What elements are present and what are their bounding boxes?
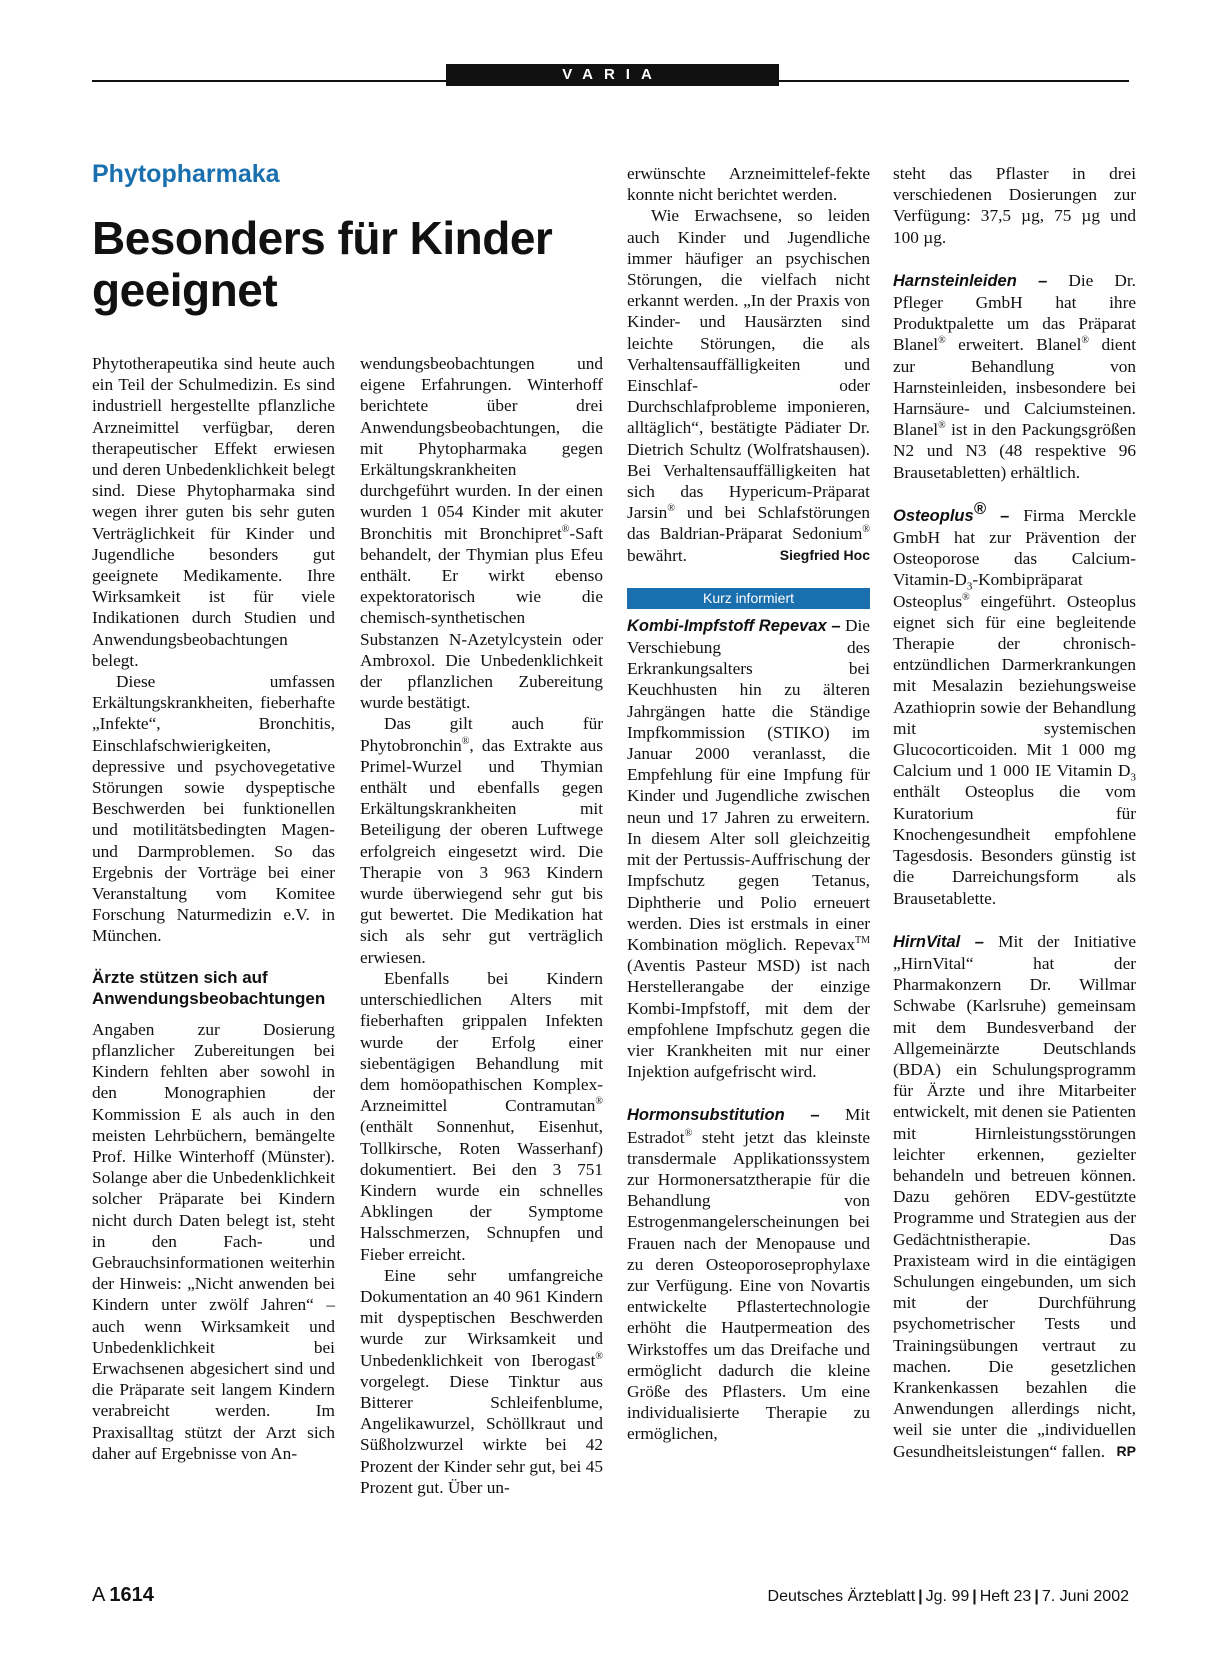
column-4 [893,163,1136,1462]
paragraph: Ebenfalls bei Kindern unterschiedlichen Alters mit fieberhaften grippalen Infekten wurde der Erfolg einer siebentägigen Behandlung mit dem homöopathischen Komplex-Arzneimittel Contramutan® (enthält Sonnenhut, Eisenhut, Tollkirsche, Roten Wasserhanf) dokumentiert. Bei den 3 751 Kindern wurde ein schnelles Abklingen der Symptome Halsschmerzen, Schnupfen und Fieber erreicht. [360,968,603,1264]
registered-mark: ® [684,1127,693,1139]
paragraph: Eine sehr umfangreiche Dokumentation an 40 961 Kindern mit dyspeptischen Beschwerden wurde zur Wirksamkeit und Unbedenklichkeit von Iberogast® vorgelegt. Diese Tinktur aus Bitterer Schleifenblume, Angelikawurzel, Schöllkraut und Süßholzwurzel wirkte bei 42 Prozent der Kinder sehr gut, bei 45 Prozent gut. Über un- [360,1265,603,1497]
registered-mark: ® [962,591,970,603]
registered-mark: ® [595,1350,603,1362]
subheading: Ärzte stützen sich auf Anwendungsbeobachtungen [92,967,326,1008]
issue: Heft 23 [979,1588,1032,1605]
trademark-mark: TM [855,935,870,947]
news-item-lead: Hormonsubstitution – [627,1106,820,1125]
author-signature: Siegfried Hoc [779,546,870,563]
paragraph: steht das Pflaster in drei verschiedenen Dosierungen zur Verfügung: 37,5 µg, 75 µg und 100 µg. [893,164,1136,247]
registered-mark: ® [561,523,570,535]
news-item-lead: Harnsteinleiden – [893,271,1048,290]
column-2 [360,353,603,1498]
info-box-header: Kurz informiert [627,588,870,609]
section-label: VARIA [446,64,779,86]
paragraph: Phytotherapeutika sind heute auch ein Teil der Schulmedizin. Es sind industriell hergestellte pflanzliche Arzneimittel verfügbar, deren therapeutischer Effekt erwiesen und deren Unbedenklichkeit belegt sind. Diese Phytopharmaka sind wegen ihrer guten bis sehr guten Verträglichkeit für Kinder und Jugendliche besonders gut geeignete Medikamente. Ihre Wirksamkeit ist für viele Indikationen durch Studien und Anwendungsbeobachtungen belegt. [92,354,335,670]
news-item: Kombi-Impfstoff Repevax – Die Verschiebung des Erkrankungsalters bei Keuchhusten hin zu älteren Jahrgängen hatte die Ständige Impfkommission (STIKO) im Januar 2000 veranlasst, die Empfehlung für eine Impfung für Kinder und Jugendliche zwischen neun und 17 Jahren zu erweitern. In diesem Alter soll gleichzeitig mit der Pertussis-Auffrischung der Impfschutz gegen Tetanus, Diphtherie und Polio erneuert werden. Dies ist erstmals in einer Kombination möglich. Repevax™ (Aventis Pasteur MSD) ist nach Herstellerangabe der einzige Kombi-Impfstoff, mit dem der empfohlene Impfschutz gegen die vier Krankheiten mit nur einer Injektion aufgefrischt wird. [627,615,870,1082]
page-number: A 1614 [92,1584,154,1606]
paragraph: erwünschte Arzneimittelef-fekte konnte nicht berichtet werden. [627,164,870,205]
registered-mark: ® [667,503,675,515]
registered-mark: ® [938,335,946,347]
news-item: HirnVital – Mit der Initiative „HirnVital“ hat der Pharmakonzern Dr. Willmar Schwabe (Karlsruhe) gemeinsam mit dem Bundesverband der Allgemeinärzte Deutschlands (BDA) ein Schulungsprogramm für Ärzte und ihre Mitarbeiter entwickelt, mit denen sie Patienten mit Hirnleistungsstörungen leichter erkennen, gezielter behandeln und betreuen können. Dazu gehören EDV-gestützte Programme und Strategien aus der Gedächtnistherapie. Das Praxisteam wird in die eintägigen Schulungen eingebunden, um sich mit der Durchführung psychometrischer Tests und Trainingsübungen vertraut zu machen. Die gesetzlichen Krankenkassen bezahlen die Anwendungen allerdings nicht, weil sie unter die „individuellen Gesundheitsleistungen“ fallen. RP [893,931,1136,1461]
paragraph: Das gilt auch für Phytobronchin®, das Extrakte aus Primel-Wurzel und Thymian enthält und ebenfalls gegen Erkältungskrankheiten mit Beteiligung der oberen Luftwege erfolgreich eingesetzt wird. Die Therapie von 3 963 Kindern wurde überwiegend sehr gut bis gut bewertet. Die Medikation hat sich als sehr gut verträglich erwiesen. [360,714,603,967]
column-3 [627,163,870,1445]
paragraph: wendungsbeobachtungen und eigene Erfahrungen. Winterhoff berichtete über drei Anwendungsbeobachtungen, die mit Phytopharmaka gegen Erkältungskrankheiten durchgeführt wurden. In der einen wurden 1 054 Kinder mit akuter Bronchitis mit Bronchipret®-Saft behandelt, der Thymian plus Efeu enthält. Er wirkt ebenso expektoratorisch wie die chemisch-synthetischen Substanzen N-Azetylcystein oder Ambroxol. Die Unbedenklichkeit der pflanzlichen Zubereitung wurde bestätigt. [360,354,603,713]
registered-mark: ® [595,1096,603,1108]
column-1 [92,353,335,1464]
news-item-lead: Osteoplus [893,506,974,525]
registered-mark: ® [973,500,986,519]
paragraph: Angaben zur Dosierung pflanzlicher Zubereitungen bei Kindern fehlten aber sowohl in den Monographien der Kommission E als auch in den meisten Lehrbüchern, bemängelte Prof. Hilke Winterhoff (Münster). Solange aber die Unbedenklichkeit solcher Präparate bei Kindern nicht durch Daten belegt ist, steht in den Fach- und Gebrauchsinformationen weiterhin der Hinweis: „Nicht anwenden bei Kindern unter zwölf Jahren“ – auch wenn Wirksamkeit und Unbedenklichkeit bei Erwachsenen abgesichert sind und die Präparate seit langem Kindern verabreicht werden. Im Praxisalltag stützt der Arzt sich daher auf Ergebnisse von An- [92,1019,335,1463]
author-signature: RP [1116,1442,1136,1459]
registered-mark: ® [938,420,946,432]
subscript: 3 [1130,771,1136,784]
registered-mark: ® [1081,335,1090,347]
paragraph: Diese umfassen Erkältungskrankheiten, fieberhafte „Infekte“, Bronchitis, Einschlafschwierigkeiten, depressive und psychovegetative Störungen sowie dyspeptische Beschwerden bei funktionellen und motilitätsbedingten Magen- und Darmproblemen. So das Ergebnis der Vorträge bei einer Veranstaltung vom Komitee Forschung Naturmedizin e.V. in München. [92,672,335,946]
news-item-lead: Kombi-Impfstoff Repevax – [627,616,841,635]
registered-mark: ® [862,524,870,536]
article-kicker: Phytopharmaka [92,160,280,188]
paragraph: Wie Erwachsene, so leiden auch Kinder und Jugendliche immer häufiger an psychischen Störungen, die vielfach nicht erkannt werden. „In der Praxis von Kinder- und Hausärzten sind leichte Störungen, die als Verhaltensauffälligkeiten und Einschlaf- oder Durchschlafprobleme imponieren, alltäglich“, bestätigte Pädiater Dr. Dietrich Schultz (Wolfratshausen). Bei Verhaltensauffälligkeiten hat sich das Hypericum-Präparat Jarsin® und bei Schlafstörungen das Baldrian-Präparat Sedonium® bewährt. Siegfried Hoc [627,206,870,565]
news-item: Hormonsubstitution – Mit Estradot® steht jetzt das kleinste transdermale Applikationssystem zur Hormonersatztherapie für die Behandlung von Estrogenmangelerscheinungen bei Frauen nach der Menopause und zu deren Osteoporoseprophylaxe zur Verfügung. Eine von Novartis entwickelte Pflastertechnologie erhöht die Hautpermeation des Wirkstoffes um das Dreifache und ermöglicht dadurch die kleine Größe des Pflasters. Um eine individualisierte Therapie zu ermöglichen, [627,1105,870,1444]
registered-mark: ® [461,735,470,747]
issue-date: 7. Juni 2002 [1041,1588,1129,1605]
news-item: Osteoplus® – Firma Merckle GmbH hat zur Prävention der Osteoporose das Calcium-$Vitamin-D_3$-Kombipräparat Osteoplus® eingeführt. Osteoplus eignet sich für eine begleitende Therapie der chronisch-entzündlichen Darmerkrankungen mit Mesalazin beziehungsweise Azathioprin sowie der Behandlung mit systemischen Glucocorticoiden. Mit 1 000 mg Calcium und 1 000 IE Vitamin $D_3$ enthält Osteoplus die vom Kuratorium für Knochengesundheit empfohlene Tagesdosis. Besonders günstig ist die Darreichungsform als Brausetablette. [893,500,1136,908]
footer-citation: Deutsches Ärzteblatt | Jg. 99 | Heft 23 | 7. Juni 2002 [767,1588,1129,1605]
subscript: 3 [966,580,973,593]
news-item-lead: HirnVital – [893,932,984,951]
volume: Jg. 99 [925,1588,970,1605]
journal-name: Deutsches Ärzteblatt [767,1588,916,1605]
article-title: Besonders für Kinder geeignet [92,212,553,316]
news-item: Harnsteinleiden – Die Dr. Pfleger GmbH hat ihre Produktpalette um das Präparat Blanel® erweitert. Blanel® dient zur Behandlung von Harnsteinleiden, insbesondere bei Harnsäure- und Calciumsteinen. Blanel® ist in den Packungsgrößen N2 und N3 (48 respektive 96 Brausetabletten) erhältlich. [893,270,1137,482]
